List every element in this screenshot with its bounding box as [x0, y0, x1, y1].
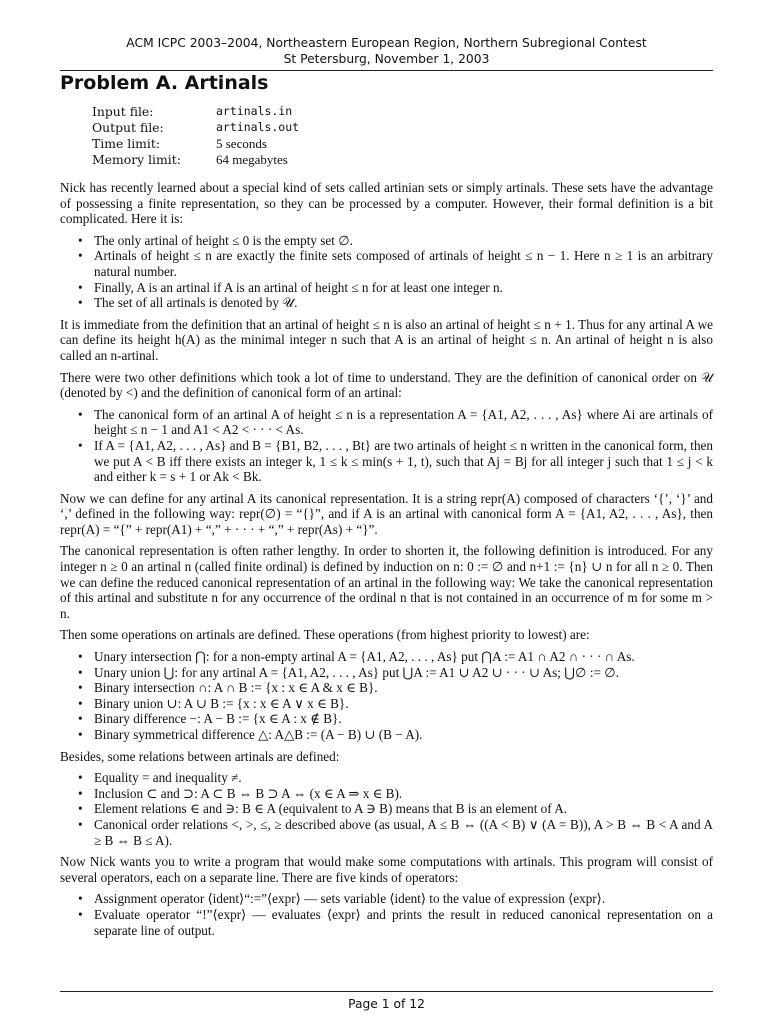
list-item: • If A = {A1, A2, . . . , As} and B = {B1, B2, . . . , Bt} are two artinals of height ≤ n written in the canonical form, then we put A < B iff there exists an integer k, 1 ≤ k ≤ min(s + 1, t), such that Aj = Bj for all integer j such that 1 ≤ j < k and either k = s + 1 or Ak < Bk. — [94, 438, 713, 485]
list-item: • Finally, A is an artinal if A is an artinal of height ≤ n for at least one integer n. — [94, 280, 713, 296]
list-item: • The only artinal of height ≤ 0 is the empty set ∅. — [94, 233, 713, 249]
header-divider — [60, 70, 713, 71]
contest-date: St Petersburg, November 1, 2003 — [283, 52, 490, 66]
definition-list — [60, 233, 713, 311]
operators-list — [60, 891, 713, 938]
limits-row — [92, 120, 299, 136]
statement-paragraph: Then some operations on artinals are defined. These operations (from highest priority to lowest) are: — [60, 627, 590, 643]
statement-paragraph: There were two other definitions which took a lot of time to understand. They are the definition of canonical order on 𝒰 (denoted by <) and the definition of canonical form of an artinal: — [60, 369, 713, 401]
list-item: • Binary difference −: A − B := {x ∈ A : x ∉ B}. — [94, 711, 713, 727]
problem-limits-table — [92, 104, 299, 168]
statement-paragraph: The canonical representation is often rather lengthy. In order to shorten it, the following definition is introduced. For any integer n ≥ 0 an artinal n (called finite ordinal) is defined by induction on n: 0 := ∅ and n+1 := {n} ∪ n for all n ≥ 0. Then we can define the reduced canonical representation of an artinal in the following way: We take the canonical representation of this artinal and substitute n for any occurrence of the ordinal n that is not contained in an occurrence of m for some m > n. — [60, 543, 713, 621]
list-item: • The canonical form of an artinal A of height ≤ n is a representation A = {A1, A2, . . . , As} where Ai are artinals of height ≤ n − 1 and A1 < A2 < · · · < As. — [94, 407, 713, 438]
input-file-value: artinals.in — [216, 104, 293, 118]
statement-paragraph: Nick has recently learned about a special kind of sets called artinian sets or simply artinals. These sets have the advantage of possessing a finite representation, so they can be processed by a computer. However, their formal definition is a bit complicated. Here it is: — [60, 180, 713, 227]
page-number: Page 1 of 12 — [348, 997, 425, 1011]
list-item: • Binary intersection ∩: A ∩ B := {x : x ∈ A & x ∈ B}. — [94, 680, 713, 696]
list-item: • Inclusion ⊂ and ⊃: A ⊂ B ⇔ B ⊃ A ⇔ (x ∈ A ⇒ x ∈ B). — [94, 786, 713, 802]
list-item: • Evaluate operator “!”⟨expr⟩ — evaluates ⟨expr⟩ and prints the result in reduced canonical representation on a separate line of output. — [94, 907, 713, 938]
problem-statement — [60, 180, 713, 944]
list-item: • Canonical order relations <, >, ≤, ≥ described above (as usual, A ≤ B ⇔ ((A < B) ∨ (A = B)), A > B ⇔ B < A and A ≥ B ⇔ B ≤ A). — [94, 817, 713, 848]
footer-divider — [60, 991, 713, 992]
limits-row — [92, 136, 299, 152]
statement-paragraph: Besides, some relations between artinals are defined: — [60, 748, 340, 764]
list-item: • Equality = and inequality ≠. — [94, 770, 713, 786]
statement-paragraph: Now Nick wants you to write a program that would make some computations with artinals. This program will consist of several operators, each on a separate line. There are five kinds of operators: — [60, 854, 713, 885]
output-file-value: artinals.out — [216, 120, 300, 134]
limits-label: Time limit: — [92, 136, 161, 151]
list-item: • Binary symmetrical difference △: A△B := (A − B) ∪ (B − A). — [94, 727, 713, 743]
statement-paragraph: Now we can define for any artinal A its canonical representation. It is a string repr(A) composed of characters ‘{’, ‘}’ and ‘,’ defined in the following way: repr(∅) = “{}”, and if A is an artinal with canonical form A = {A1, A2, . . . , As}, then repr(A) = “{” + repr(A1) + “,” + · · · + “,” + repr(As) + “}”. — [60, 490, 713, 537]
limits-row — [92, 104, 299, 120]
statement-paragraph: It is immediate from the definition that an artinal of height ≤ n is also an artinal of height ≤ n + 1. Thus for any artinal A we can define its height h(A) as the minimal integer n such that A is an artinal of height ≤ n. An artinal of height n is also called an n-artinal. — [60, 316, 713, 363]
list-item: • Unary intersection ⋂: for a non-empty artinal A = {A1, A2, . . . , As} put ⋂A := A1 ∩ A2 ∩ · · · ∩ As. — [94, 649, 713, 665]
list-item: • Element relations ∈ and ∋: B ∈ A (equivalent to A ∋ B) means that B is an element of A. — [94, 801, 713, 817]
list-item: • Assignment operator ⟨ident⟩“:=”⟨expr⟩ — sets variable ⟨ident⟩ to the value of expression ⟨expr⟩. — [94, 891, 713, 907]
canonical-definition-list — [60, 407, 713, 485]
problem-title: Problem A. Artinals — [60, 72, 269, 94]
relations-list — [60, 770, 713, 848]
list-item: • Artinals of height ≤ n are exactly the finite sets composed of artinals of height ≤ n − 1. Here n ≥ 1 is an arbitrary natural number. — [94, 248, 713, 279]
limits-label: Input file: — [92, 104, 154, 119]
limits-label: Output file: — [92, 120, 164, 135]
list-item: • The set of all artinals is denoted by 𝒰. — [94, 295, 713, 311]
limits-row — [92, 152, 299, 168]
operations-list — [60, 649, 713, 743]
time-limit-value: 5 seconds — [216, 136, 267, 151]
memory-limit-value: 64 megabytes — [216, 152, 288, 167]
contest-header: ACM ICPC 2003–2004, Northeastern European Region, Northern Subregional Contest — [126, 36, 647, 50]
list-item: • Binary union ∪: A ∪ B := {x : x ∈ A ∨ x ∈ B}. — [94, 696, 713, 712]
limits-label: Memory limit: — [92, 152, 181, 167]
list-item: • Unary union ⋃: for any artinal A = {A1, A2, . . . , As} put ⋃A := A1 ∪ A2 ∪ · · · ∪ As; ⋃∅ := ∅. — [94, 665, 713, 681]
